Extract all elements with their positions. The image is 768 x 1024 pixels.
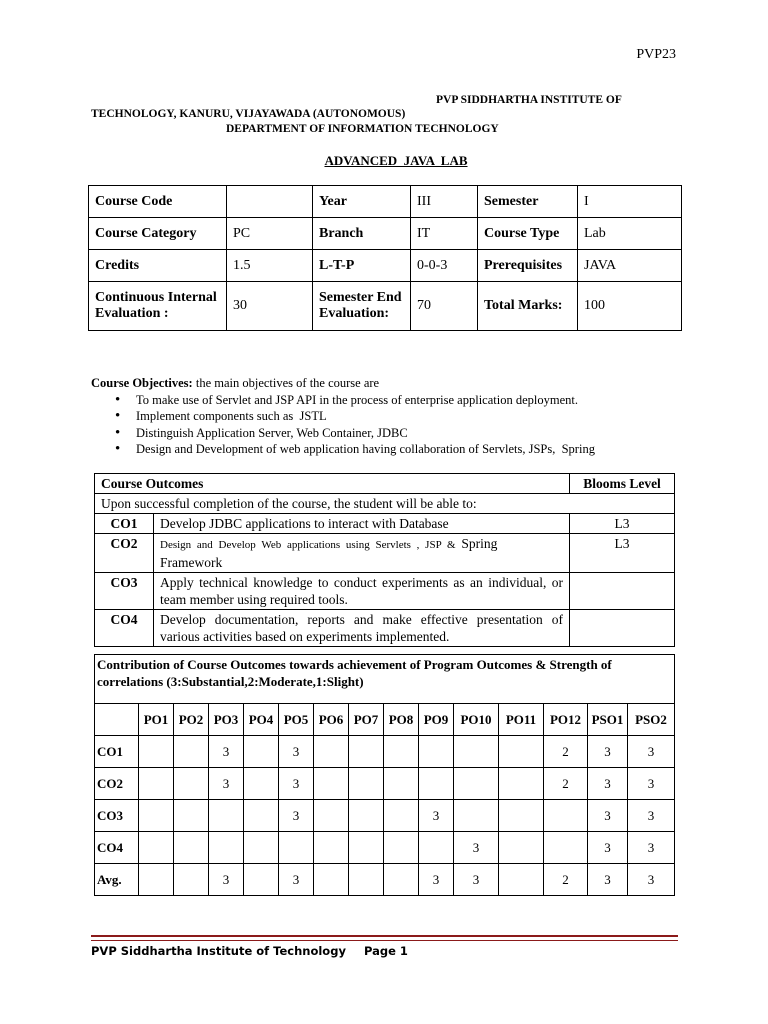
mapping-cell: 3 (279, 864, 314, 896)
mapping-row-label: CO3 (95, 800, 139, 832)
mapping-cell (174, 800, 209, 832)
po-column-header: PSO2 (628, 704, 675, 736)
mapping-cell (244, 768, 279, 800)
mapping-cell: 3 (454, 832, 499, 864)
branch-value: IT (411, 218, 478, 250)
footer-page-number: Page 1 (364, 944, 408, 958)
info-row (89, 218, 682, 250)
mapping-title-row (95, 655, 675, 704)
credits-label: Credits (89, 250, 227, 282)
footer-rule-thick (91, 935, 678, 937)
info-row (89, 282, 682, 331)
outcome-code: CO1 (95, 514, 154, 534)
info-row (89, 250, 682, 282)
mapping-cell (349, 736, 384, 768)
document-code: PVP23 (636, 47, 676, 62)
mapping-cell (384, 800, 419, 832)
mapping-row (95, 768, 675, 800)
po-mapping-table (94, 654, 675, 896)
outcome-code: CO2 (95, 534, 154, 573)
mapping-cell: 3 (209, 736, 244, 768)
mapping-cell (454, 800, 499, 832)
mapping-cell (419, 736, 454, 768)
course-outcomes-table (94, 473, 675, 647)
mapping-row (95, 832, 675, 864)
year-label: Year (313, 186, 411, 218)
mapping-cell (139, 736, 174, 768)
outcomes-header-row (95, 474, 675, 494)
semester-label: Semester (478, 186, 578, 218)
outcome-description: Develop JDBC applications to interact with Database (154, 514, 570, 534)
course-category-value: PC (227, 218, 313, 250)
mapping-row-label: CO2 (95, 768, 139, 800)
mapping-cell: 2 (544, 864, 588, 896)
mapping-cell: 3 (279, 800, 314, 832)
objectives-intro: the main objectives of the course are (192, 376, 380, 390)
year-value: III (411, 186, 478, 218)
course-category-label: Course Category (89, 218, 227, 250)
outcomes-intro: Upon successful completion of the course, the student will be able to: (95, 494, 675, 514)
semester-value: I (578, 186, 682, 218)
branch-label: Branch (313, 218, 411, 250)
outcome-description-rest: Spring Framework (160, 536, 498, 570)
po-column-header: PO9 (419, 704, 454, 736)
outcome-description: Apply technical knowledge to conduct experiments as an individual, or team member using required tools. (154, 573, 570, 610)
po-column-header: PO4 (244, 704, 279, 736)
mapping-cell (139, 832, 174, 864)
mapping-cell (209, 832, 244, 864)
outcomes-header: Course Outcomes (95, 474, 570, 494)
mapping-cell: 3 (454, 864, 499, 896)
mapping-cell (419, 768, 454, 800)
mapping-cell (174, 864, 209, 896)
mapping-cell (499, 768, 544, 800)
outcome-code: CO3 (95, 573, 154, 610)
mapping-cell (384, 768, 419, 800)
po-column-header: PO1 (139, 704, 174, 736)
po-column-header: PO8 (384, 704, 419, 736)
mapping-body (95, 736, 675, 896)
mapping-cell: 3 (588, 736, 628, 768)
course-info-table (88, 185, 682, 331)
mapping-cell: 2 (544, 736, 588, 768)
objective-item: • Implement components such as JSTL (136, 408, 595, 425)
po-column-header: PO12 (544, 704, 588, 736)
outcomes-intro-row (95, 494, 675, 514)
mapping-corner-cell (95, 704, 139, 736)
blooms-level-header: Blooms Level (570, 474, 675, 494)
mapping-cell (349, 832, 384, 864)
mapping-cell (544, 800, 588, 832)
po-column-header: PO3 (209, 704, 244, 736)
mapping-cell: 3 (628, 800, 675, 832)
mapping-row (95, 864, 675, 896)
mapping-cell (314, 800, 349, 832)
mapping-cell (314, 768, 349, 800)
mapping-cell (139, 800, 174, 832)
mapping-cell (139, 864, 174, 896)
mapping-cell: 2 (544, 768, 588, 800)
course-type-label: Course Type (478, 218, 578, 250)
mapping-cell: 3 (588, 768, 628, 800)
prerequisites-label: Prerequisites (478, 250, 578, 282)
mapping-cell (174, 768, 209, 800)
mapping-cell: 3 (588, 800, 628, 832)
outcome-level: L3 (570, 514, 675, 534)
mapping-cell (499, 800, 544, 832)
prerequisites-value: JAVA (578, 250, 682, 282)
outcome-description: Develop documentation, reports and make effective presentation of various activities based on experiments implemented. (154, 610, 570, 647)
objective-item: • To make use of Servlet and JSP API in the process of enterprise application deployment. (136, 392, 595, 409)
department-name: DEPARTMENT OF INFORMATION TECHNOLOGY (226, 123, 499, 135)
outcome-code: CO4 (95, 610, 154, 647)
total-marks-label: Total Marks: (478, 282, 578, 331)
mapping-cell (384, 864, 419, 896)
po-column-header: PSO1 (588, 704, 628, 736)
mapping-row-label: CO4 (95, 832, 139, 864)
mapping-cell: 3 (628, 864, 675, 896)
outcome-description-small: Design and Develop Web applications using Servlets , JSP & (160, 539, 462, 551)
mapping-cell (314, 864, 349, 896)
outcome-row (95, 534, 675, 573)
mapping-cell: 3 (628, 832, 675, 864)
institution-name-line2: TECHNOLOGY, KANURU, VIJAYAWADA (AUTONOMOUS) (91, 108, 406, 120)
objectives-label: Course Objectives: (91, 376, 193, 390)
objective-item: • Design and Development of web application having collaboration of Servlets, JSPs, Spring (136, 441, 595, 458)
outcome-level: L3 (570, 534, 675, 573)
mapping-cell (209, 800, 244, 832)
internal-evaluation-label: Continuous Internal Evaluation : (89, 282, 227, 331)
outcome-level (570, 573, 675, 610)
mapping-cell (384, 832, 419, 864)
objective-item: • Distinguish Application Server, Web Container, JDBC (136, 425, 595, 442)
mapping-cell (279, 832, 314, 864)
mapping-cell (314, 832, 349, 864)
mapping-cell (454, 736, 499, 768)
mapping-row-label: CO1 (95, 736, 139, 768)
po-column-header: PO11 (499, 704, 544, 736)
objectives-heading (91, 375, 595, 392)
mapping-cell: 3 (588, 832, 628, 864)
credits-value: 1.5 (227, 250, 313, 282)
mapping-cell (499, 832, 544, 864)
mapping-cell (244, 736, 279, 768)
mapping-cell: 3 (628, 768, 675, 800)
semester-end-evaluation-value: 70 (411, 282, 478, 331)
mapping-title: Contribution of Course Outcomes towards achievement of Program Outcomes & Strength of correlations (3:Substantial,2:Moderate,1:Slight) (95, 655, 675, 704)
mapping-cell (349, 800, 384, 832)
mapping-cell (349, 864, 384, 896)
mapping-cell: 3 (209, 768, 244, 800)
mapping-row-label: Avg. (95, 864, 139, 896)
course-objectives (91, 375, 595, 458)
objectives-list (91, 392, 595, 458)
po-column-header: PO2 (174, 704, 209, 736)
mapping-cell (139, 768, 174, 800)
mapping-cell (244, 864, 279, 896)
course-title: ADVANCED JAVA LAB (324, 153, 468, 168)
mapping-row (95, 800, 675, 832)
mapping-cell (544, 832, 588, 864)
mapping-cell (454, 768, 499, 800)
mapping-cell: 3 (279, 736, 314, 768)
mapping-cell: 3 (419, 864, 454, 896)
total-marks-value: 100 (578, 282, 682, 331)
mapping-cell (499, 736, 544, 768)
mapping-cell (174, 736, 209, 768)
mapping-cell (349, 768, 384, 800)
mapping-cell (244, 800, 279, 832)
course-type-value: Lab (578, 218, 682, 250)
course-code-label: Course Code (89, 186, 227, 218)
mapping-cell: 3 (419, 800, 454, 832)
mapping-cell (419, 832, 454, 864)
outcome-description (154, 534, 570, 573)
mapping-header-row (95, 704, 675, 736)
footer-rule-thin (91, 940, 678, 941)
mapping-cell (499, 864, 544, 896)
outcome-level (570, 610, 675, 647)
mapping-cell (244, 832, 279, 864)
mapping-row (95, 736, 675, 768)
mapping-cell: 3 (628, 736, 675, 768)
po-column-header: PO6 (314, 704, 349, 736)
internal-evaluation-value: 30 (227, 282, 313, 331)
mapping-cell: 3 (279, 768, 314, 800)
mapping-cell (384, 736, 419, 768)
ltp-value: 0-0-3 (411, 250, 478, 282)
mapping-cell (314, 736, 349, 768)
outcome-row (95, 514, 675, 534)
institution-name-line1: PVP SIDDHARTHA INSTITUTE OF (436, 94, 622, 106)
po-column-header: PO7 (349, 704, 384, 736)
ltp-label: L-T-P (313, 250, 411, 282)
outcome-row (95, 610, 675, 647)
outcome-row (95, 573, 675, 610)
mapping-cell (174, 832, 209, 864)
mapping-cell: 3 (588, 864, 628, 896)
po-column-header: PO5 (279, 704, 314, 736)
semester-end-evaluation-label: Semester End Evaluation: (313, 282, 411, 331)
po-column-header: PO10 (454, 704, 499, 736)
course-code-value (227, 186, 313, 218)
info-row (89, 186, 682, 218)
footer-institution: PVP Siddhartha Institute of Technology (91, 944, 346, 958)
mapping-cell: 3 (209, 864, 244, 896)
